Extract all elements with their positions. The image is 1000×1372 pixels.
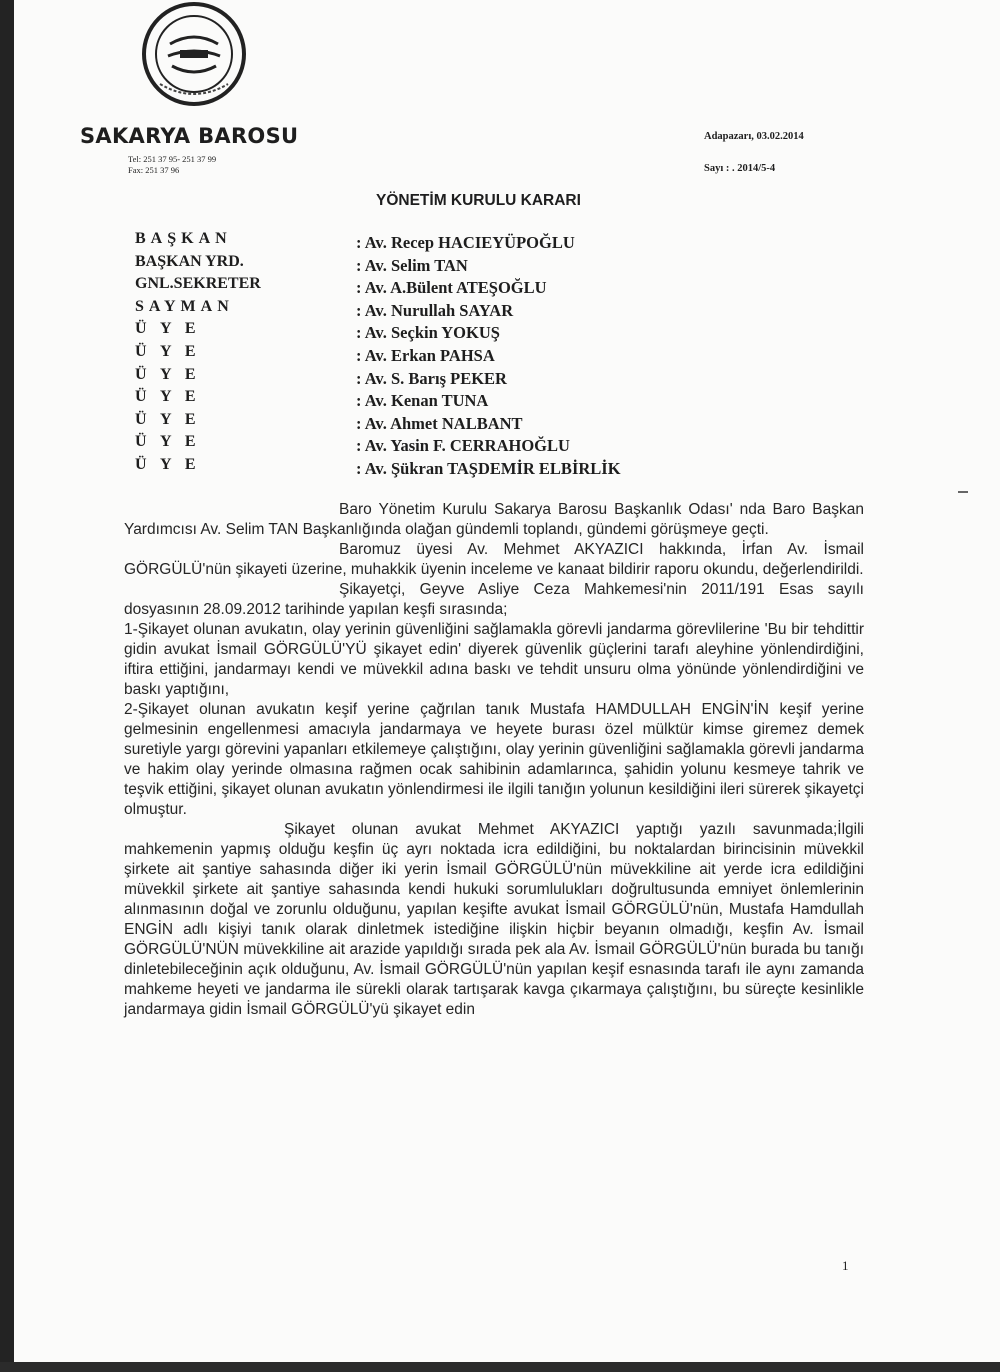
paragraph-complainant-statement: Şikayetçi, Geyve Asliye Ceza Mahkemesi'nin 2011/191 Esas sayılı dosyasının 28.09.2012 tarihinde yapılan keşfi sırasında;	[124, 581, 864, 618]
board-role: Ü Y E	[135, 320, 201, 338]
board-row	[135, 411, 695, 434]
phone-numbers: Tel: 251 37 95- 251 37 99	[128, 154, 217, 164]
document-title: YÖNETİM KURULU KARARI	[376, 192, 581, 209]
board-member-name: : Av. Şükran TAŞDEMİR ELBİRLİK	[356, 458, 621, 478]
board-role: SAYMAN	[135, 297, 234, 315]
paragraph-allegation-1: 1-Şikayet olunan avukatın, olay yerinin güvenliğini sağlamakla görevli jandarma görevlilerine 'Bu bir tehdittir gidin avukat İsmail GÖRGÜLÜ'YÜ şikayet edin' diyerek güvenlik güçlerini tarafı aleyhine yönlendirdiğini, iftira ettiğini, jandarmayı kendi ve müvekkil adına baskı ve tehdit unsuru olma yönünde yönlendirdiğini ve baskı yaptığını,	[124, 621, 864, 698]
page-number: 1	[842, 1258, 849, 1273]
board-member-name: : Av. Ahmet NALBANT	[356, 413, 523, 433]
board-member-list	[135, 230, 695, 479]
board-member-name: : Av. A.Bülent ATEŞOĞLU	[356, 278, 547, 298]
board-member-name: : Av. S. Barış PEKER	[356, 368, 507, 388]
board-role: BAŞKAN YRD.	[135, 252, 244, 270]
bar-association-seal-icon	[140, 0, 248, 108]
board-row	[135, 253, 695, 276]
board-row	[135, 343, 695, 366]
reference-number: Sayı : . 2014/5-4	[704, 163, 776, 174]
board-row	[135, 320, 695, 343]
board-member-name: : Av. Seçkin YOKUŞ	[356, 323, 500, 343]
contact-info	[128, 154, 216, 176]
board-member-name: : Av. Yasin F. CERRAHOĞLU	[356, 436, 570, 456]
paragraph-defense: Şikayet olunan avukat Mehmet AKYAZICI yaptığı yazılı savunmada;İlgili mahkemenin yapmış olduğu keşfin üç ayrı noktada icra edildiğini, bu noktalardan birincisinin müvekkil şirkete ait şantiye sahasında diğer iki yerin İsmail GÖRGÜLÜ'nün müvekkiline ait yerde icra edildiğini müvekkil şirkete ait şantiye sahasında kendi hukuki sorumlulukları doğrultusunda emniyet önlemlerinin alınmasının doğal ve zorunlu olduğunu, yapılan keşifte avukat İsmail GÖRGÜLÜ'nün, Mustafa Hamdullah ENGİN adlı kişiyi tanık olarak dinletmek istediğine ilişkin hiçbir beyanın olmadığı, keşfin Av. İsmail GÖRGÜLÜ'NÜN müvekkiline ait arazide yapıldığı sırada pek ala Av. İsmail GÖRGÜLÜ'nün burada bu tanığı dinletebileceğinin açık olduğunu, Av. İsmail GÖRGÜLÜ'nün yapılan keşif esnasında tarafı ile aynı zamanda mahkeme heyeti ve jandarma ile sürekli olarak tartışarak kavga çıkarmaya çalıştığını, bu süreçte kesinlikle jandarmaya gidin İsmail GÖRGÜLÜ'yü şikayet edin	[124, 821, 864, 1018]
board-row	[135, 433, 695, 456]
board-role: Ü Y E	[135, 388, 201, 406]
fax-number: Fax: 251 37 96	[128, 165, 180, 175]
board-member-name: : Av. Erkan PAHSA	[356, 345, 495, 365]
board-role: GNL.SEKRETER	[135, 275, 261, 293]
board-role: Ü Y E	[135, 433, 201, 451]
board-row	[135, 298, 695, 321]
board-row	[135, 275, 695, 298]
scan-edge-left	[0, 0, 14, 1372]
paragraph-allegation-2: 2-Şikayet olunan avukatın keşif yerine çağrılan tanık Mustafa HAMDULLAH ENGİN'İN keşif yerine gelmesinin engellenmesi amacıyla jandarmaya ve heyete burası özel mülktür kimse giremez demek suretiyle yargı görevini yapanları etkilemeye çalıştığını, olay yerinin güvenliğini sağlamakla görevli jandarma ve hakim olay yerinde olmasına rağmen ocak sahibinin adamlarınca, şahidin yolunu kesmeye tahrik ve teşvik ettiğini, şikayet olunan avukatın yönlendirmesi ile ilgili tanığın yolunun kesildiğini ileri sürerek şikayetçi olmuştur.	[124, 701, 864, 818]
board-row	[135, 456, 695, 479]
scan-edge-bottom	[0, 1362, 1000, 1372]
organization-name: SAKARYA BAROSU	[80, 124, 299, 148]
paragraph-complaint-intro: Baromuz üyesi Av. Mehmet AKYAZICI hakkında, İrfan Av. İsmail GÖRGÜLÜ'nün şikayeti üzerine, muhakkik üyenin inceleme ve kanaat bildirir raporu okundu, değerlendirildi.	[124, 541, 864, 578]
board-role: Ü Y E	[135, 410, 201, 428]
board-row	[135, 388, 695, 411]
paragraph-meeting-opening: Baro Yönetim Kurulu Sakarya Barosu Başkanlık Odası' nda Baro Başkan Yardımcısı Av. Selim TAN Başkanlığında olağan gündemli toplandı, gündemi görüşmeye geçti.	[124, 501, 864, 538]
board-role: Ü Y E	[135, 455, 201, 473]
document-date: Adapazarı, 03.02.2014	[704, 131, 804, 142]
board-role: Ü Y E	[135, 342, 201, 360]
board-row	[135, 366, 695, 389]
board-member-name: : Av. Selim TAN	[356, 255, 468, 275]
margin-mark	[958, 491, 968, 493]
board-member-name: : Av. Kenan TUNA	[356, 391, 489, 411]
board-member-name: : Av. Nurullah SAYAR	[356, 300, 514, 320]
decision-body	[124, 500, 864, 1020]
board-role: BAŞKAN	[135, 230, 232, 247]
board-member-name: : Av. Recep HACIEYÜPOĞLU	[356, 233, 575, 252]
board-row	[135, 230, 695, 253]
board-role: Ü Y E	[135, 365, 201, 383]
